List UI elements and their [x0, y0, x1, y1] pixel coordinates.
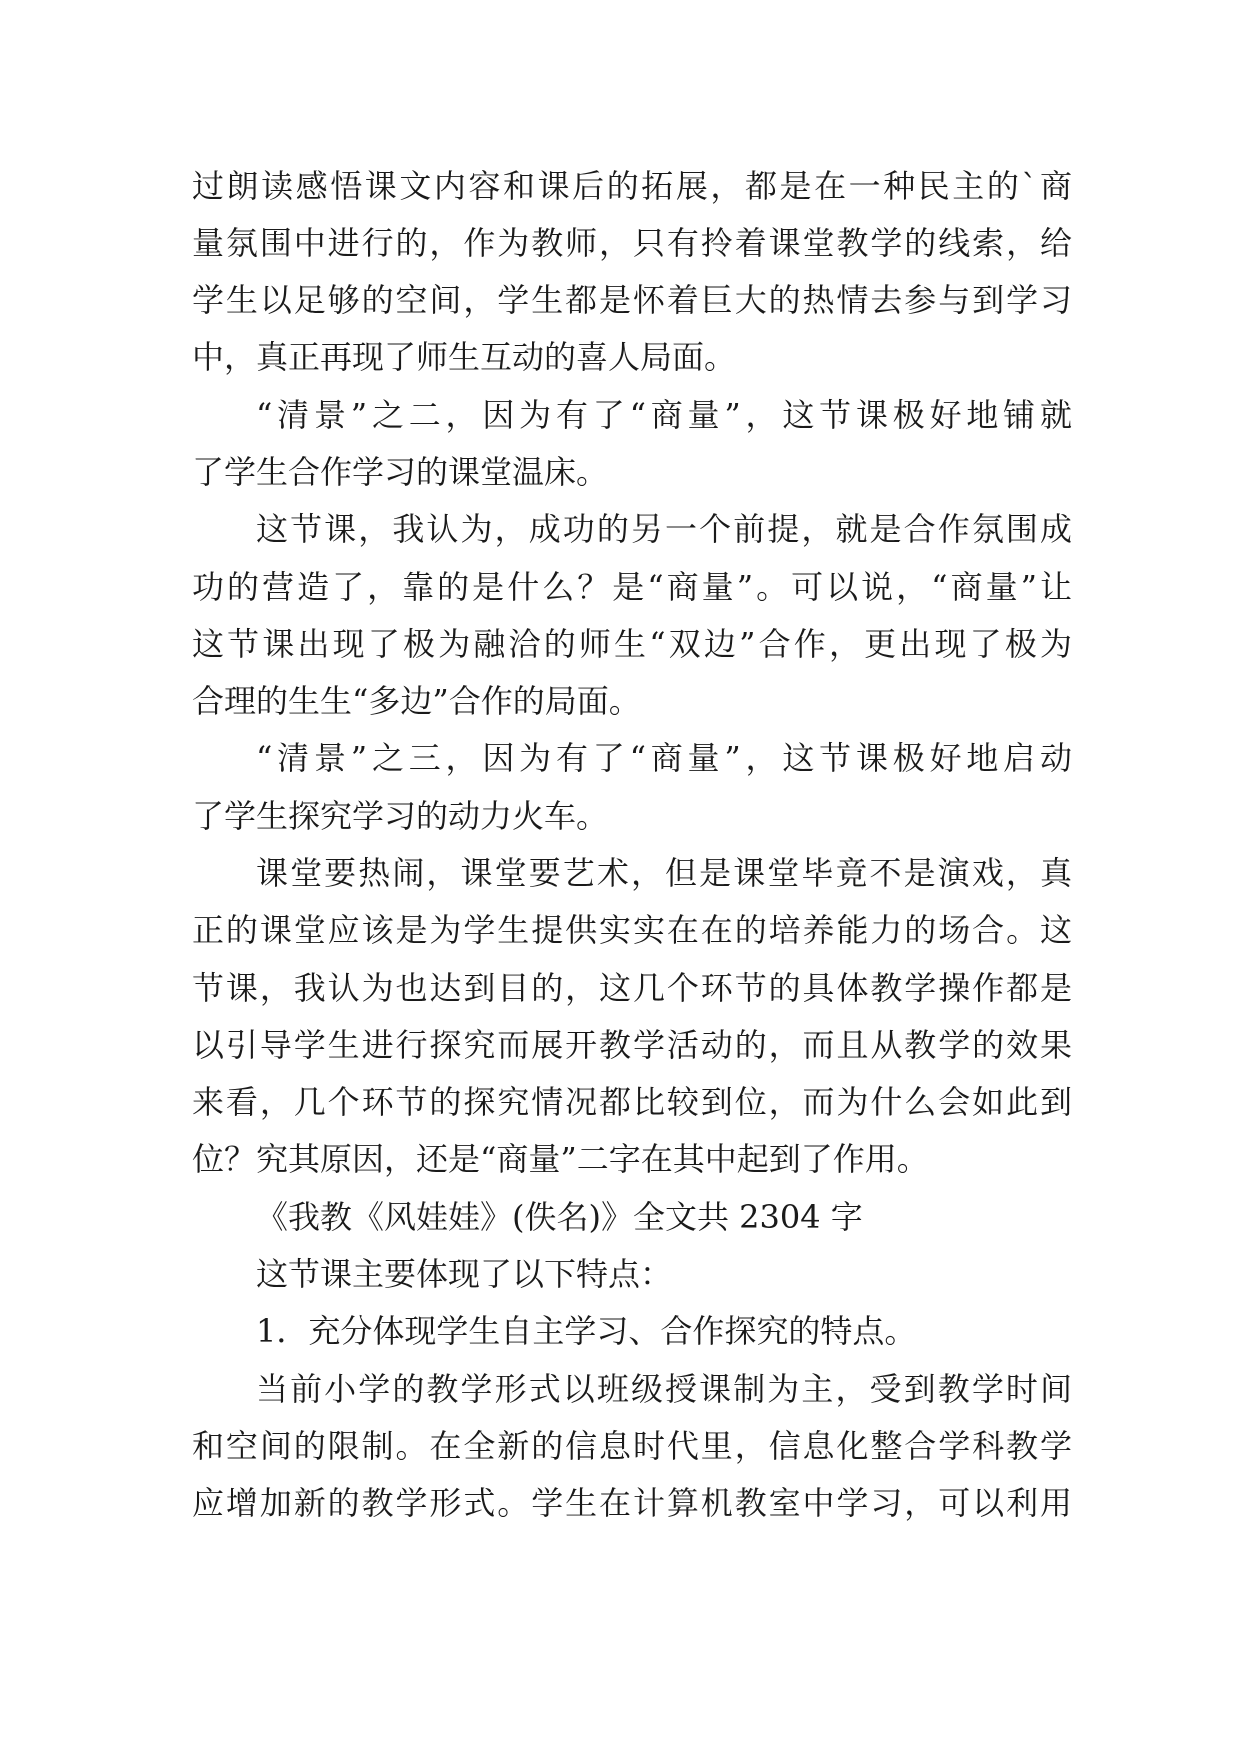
paragraph-line: 了学生探究学习的动力火车。	[192, 797, 609, 835]
paragraph-line: “清景”之三，因为有了“商量”，这节课极好地启动	[256, 739, 1072, 777]
paragraph-line: 学生以足够的空间，学生都是怀着巨大的热情去参与到学习	[192, 281, 1072, 319]
paragraph-line: 应增加新的教学形式。学生在计算机教室中学习，可以利用	[192, 1484, 1072, 1522]
paragraph-line: 中，真正再现了师生互动的喜人局面。	[192, 338, 737, 376]
paragraph-line: 这节课主要体现了以下特点：	[256, 1255, 673, 1293]
paragraph-line: 正的课堂应该是为学生提供实实在在的培养能力的场合。这	[192, 911, 1072, 949]
paragraph-line: 当前小学的教学形式以班级授课制为主，受到教学时间	[256, 1370, 1072, 1408]
paragraph-line: 合理的生生“多边”合作的局面。	[192, 682, 641, 720]
paragraph-line: 以引导学生进行探究而展开教学活动的，而且从教学的效果	[192, 1026, 1072, 1064]
list-item: 1．充分体现学生自主学习、合作探究的特点。	[256, 1312, 917, 1350]
paragraph-line: 这节课出现了极为融洽的师生“双边”合作，更出现了极为	[192, 625, 1072, 663]
paragraph-line: 功的营造了，靠的是什么？是“商量”。可以说，“商量”让	[192, 568, 1072, 606]
paragraph-line: 节课，我认为也达到目的，这几个环节的具体教学操作都是	[192, 969, 1072, 1007]
paragraph-line: 位？究其原因，还是“商量”二字在其中起到了作用。	[192, 1140, 929, 1178]
paragraph-line: 和空间的限制。在全新的信息时代里，信息化整合学科教学	[192, 1427, 1072, 1465]
paragraph-line: 量氛围中进行的，作为教师，只有拎着课堂教学的线索，给	[192, 224, 1072, 262]
paragraph-line: 来看，几个环节的探究情况都比较到位，而为什么会如此到	[192, 1083, 1072, 1121]
paragraph-line: “清景”之二，因为有了“商量”，这节课极好地铺就	[256, 396, 1072, 434]
paragraph-line: 课堂要热闹，课堂要艺术，但是课堂毕竟不是演戏，真	[256, 854, 1072, 892]
paragraph-line: 了学生合作学习的课堂温床。	[192, 453, 609, 491]
paragraph-line: 过朗读感悟课文内容和课后的拓展，都是在一种民主的`商	[192, 167, 1072, 205]
paragraph-line: 这节课，我认为，成功的另一个前提，就是合作氛围成	[256, 510, 1072, 548]
section-heading: 《我教《风娃娃》(佚名)》全文共 2304 字	[256, 1198, 863, 1236]
